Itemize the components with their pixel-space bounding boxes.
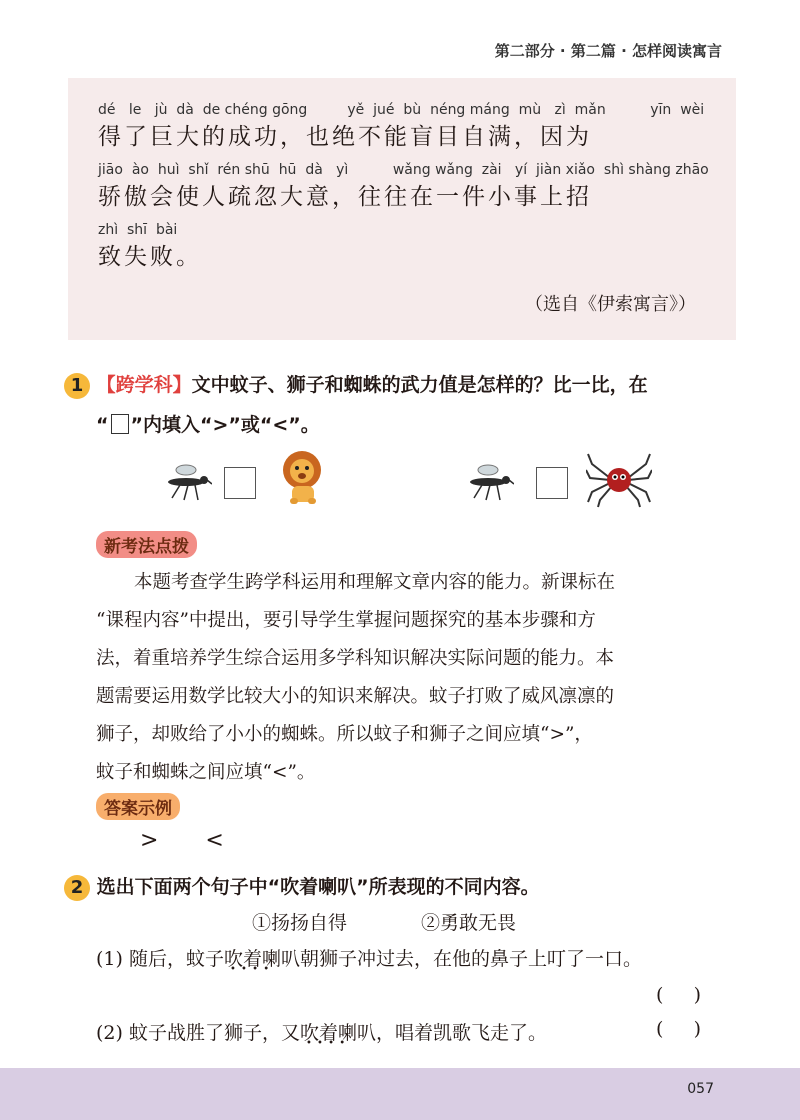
tips-paragraph-line: “课程内容”中提出，要引导学生掌握问题探究的基本步骤和方 (96, 610, 596, 631)
box-symbol (111, 414, 129, 434)
compare-mosquito-lion (160, 450, 330, 520)
sentence-2: (2) 蚊子战胜了狮子，又吹着喇叭 • • • •，唱着凯歌飞走了。 (96, 1018, 547, 1045)
footer-band (0, 1068, 800, 1120)
reading-line-2 (98, 162, 709, 211)
pinyin-line: dé le jù dà de chéng gōng yě jué bù néng máng mù zì mǎn yīn wèi (98, 102, 705, 118)
question-1-line-2: “ ”内填入“>”或“<”。 (96, 414, 320, 436)
question-text: 选出下面两个句子中“吹着喇叭”所表现的不同内容。 (96, 876, 540, 898)
answer-blank-1[interactable]: ( ) (656, 984, 702, 1006)
compare-mosquito-spider (462, 450, 652, 520)
reading-line-1 (98, 102, 704, 151)
question-1 (64, 370, 648, 399)
section-title: 第二部分 · 第二篇 · 怎样阅读寓言 (494, 42, 722, 60)
mosquito-icon (160, 458, 212, 502)
sentence-1: (1) 随后，蚊子吹着喇叭 • • • •朝狮子冲过去，在他的鼻子上叮了一口。 (96, 944, 642, 971)
hanzi-line: 致失败。 (98, 244, 202, 270)
question-number-badge: 2 (64, 875, 90, 901)
question-number-badge: 1 (64, 373, 90, 399)
question-2 (64, 872, 540, 901)
answer-options (252, 908, 590, 935)
emphasized-phrase: 吹着喇叭 • • • • (300, 1018, 376, 1045)
option-1: ①扬扬自得 (252, 912, 348, 934)
answer-symbols: > < (140, 828, 244, 853)
answer-box-2[interactable] (536, 467, 568, 499)
page-number: 057 (687, 1081, 714, 1097)
answer-blank-2[interactable]: ( ) (656, 1018, 702, 1040)
pinyin-line: jiāo ào huì shǐ rén shū hū dà yì wǎng wǎng zài yí jiàn xiǎo shì shàng zhāo (98, 162, 709, 178)
tips-paragraph-line: 法，着重培养学生综合运用多学科知识解决实际问题的能力。本 (96, 648, 615, 669)
tips-paragraph-line: 题需要运用数学比较大小的知识来解决。蚊子打败了威风凛凛的 (96, 686, 615, 707)
answer-box-1[interactable] (224, 467, 256, 499)
spider-icon (586, 450, 652, 508)
tips-paragraph-line: 本题考查学生跨学科运用和理解文章内容的能力。新课标在 (134, 572, 616, 593)
mosquito-icon (462, 458, 514, 502)
tips-paragraph-line: 狮子，却败给了小小的蜘蛛。所以蚊子和狮子之间应填“>”， (96, 724, 593, 745)
cross-subject-tag: 【跨学科】 (96, 374, 192, 396)
new-method-tips-label: 新考法点拨 (96, 531, 197, 558)
source-citation: （选自《伊索寓言》） (525, 294, 696, 315)
hanzi-line: 骄傲会使人疏忽大意，往往在一件小事上招 (98, 184, 592, 210)
tips-paragraph-line: 蚊子和蜘蛛之间应填“<”。 (96, 762, 316, 783)
lion-icon (272, 450, 332, 506)
option-2: ②勇敢无畏 (421, 912, 517, 934)
hanzi-line: 得了巨大的成功，也绝不能盲目自满，因为 (98, 124, 592, 150)
question-text: 文中蚊子、狮子和蜘蛛的武力值是怎样的？比一比，在 (191, 374, 648, 396)
reading-line-3 (98, 222, 202, 271)
emphasized-phrase: 吹着喇叭 • • • • (224, 944, 300, 971)
answer-example-label: 答案示例 (96, 793, 180, 820)
pinyin-line: zhì shī bài (98, 222, 178, 238)
